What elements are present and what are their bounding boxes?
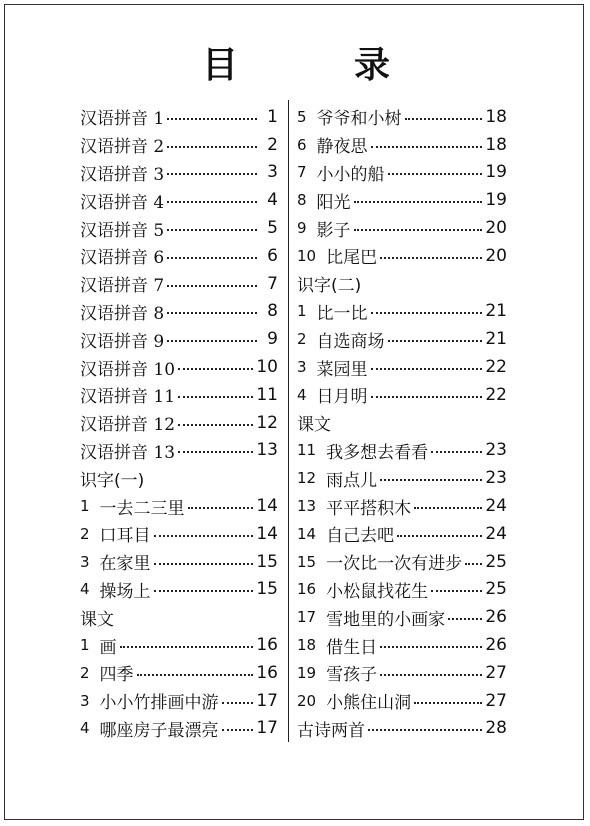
entry-title: 自己去吧 <box>326 526 395 547</box>
entry-page-number: 23 <box>485 440 507 461</box>
dot-leader <box>167 118 257 120</box>
entry-title: 汉语拼音 10 <box>80 359 176 380</box>
dot-leader <box>167 340 257 342</box>
toc-entry[interactable] <box>297 464 507 492</box>
entry-title: 雪地里的小画家 <box>326 609 446 630</box>
toc-entry[interactable] <box>80 159 278 187</box>
entry-title: 比一比 <box>316 303 368 324</box>
toc-entry[interactable] <box>297 548 507 576</box>
entry-page-number: 12 <box>256 412 278 433</box>
entry-title: 汉语拼音 2 <box>80 137 165 158</box>
entry-page-number: 19 <box>485 162 507 183</box>
entry-title: 操场上 <box>99 581 151 602</box>
entry-page-number: 22 <box>485 384 507 405</box>
entry-title: 一次比一次有进步 <box>326 554 463 575</box>
dot-leader <box>371 396 483 398</box>
toc-entry[interactable] <box>80 548 278 576</box>
entry-title: 阳光 <box>316 192 351 213</box>
dot-leader <box>167 257 257 259</box>
entry-number: 3 <box>80 552 90 571</box>
entry-number: 5 <box>297 107 307 126</box>
entry-title: 菜园里 <box>316 359 368 380</box>
entry-number: 3 <box>297 358 307 377</box>
entry-title: 小松鼠找花生 <box>326 581 429 602</box>
entry-page-number: 21 <box>485 301 507 322</box>
entry-page-number: 8 <box>267 301 278 322</box>
entry-title: 画 <box>99 637 117 658</box>
entry-title: 四季 <box>99 665 134 686</box>
toc-entry[interactable] <box>80 186 278 214</box>
entry-number: 1 <box>297 302 307 321</box>
entry-page-number: 21 <box>485 329 507 350</box>
entry-number: 4 <box>80 719 90 738</box>
dot-leader <box>154 535 254 537</box>
entry-title: 自选商场 <box>316 331 385 352</box>
entry-page-number: 20 <box>485 218 507 239</box>
entry-page-number: 11 <box>256 384 278 405</box>
entry-page-number: 26 <box>485 607 507 628</box>
entry-number: 19 <box>297 663 317 682</box>
toc-entry[interactable] <box>297 353 507 381</box>
toc-entry[interactable] <box>297 298 507 326</box>
toc-entry[interactable] <box>297 186 507 214</box>
dot-leader <box>167 229 257 231</box>
toc-entry[interactable] <box>297 242 507 270</box>
toc-entry[interactable] <box>80 214 278 242</box>
entry-title: 雨点儿 <box>326 470 378 491</box>
toc-entry[interactable] <box>80 659 278 687</box>
entry-page-number: 25 <box>485 551 507 572</box>
entry-page-number: 25 <box>485 579 507 600</box>
toc-right-column <box>297 103 507 742</box>
entry-title: 口耳目 <box>99 526 151 547</box>
entry-page-number: 13 <box>256 440 278 461</box>
entry-number: 6 <box>297 135 307 154</box>
toc-entry[interactable] <box>80 687 278 715</box>
entry-title: 一去二三里 <box>99 498 185 519</box>
toc-entry[interactable] <box>80 270 278 298</box>
toc-entry[interactable] <box>297 492 507 520</box>
dot-leader <box>178 368 253 370</box>
toc-entry[interactable] <box>297 687 507 715</box>
entry-number: 1 <box>80 497 90 516</box>
entry-number: 7 <box>297 163 307 182</box>
entry-page-number: 14 <box>256 496 278 517</box>
entry-page-number: 2 <box>267 134 278 155</box>
entry-title: 汉语拼音 12 <box>80 415 176 436</box>
toc-left-column <box>80 103 278 742</box>
entry-number: 8 <box>297 191 307 210</box>
dot-leader <box>167 312 257 314</box>
toc-entry[interactable] <box>297 576 507 604</box>
entry-page-number: 24 <box>485 496 507 517</box>
toc-entry[interactable] <box>297 715 507 743</box>
entry-number: 2 <box>80 524 90 543</box>
entry-title: 日月明 <box>316 387 368 408</box>
entry-page-number: 5 <box>267 218 278 239</box>
toc-entry[interactable] <box>80 715 278 743</box>
entry-page-number: 15 <box>256 551 278 572</box>
entry-page-number: 19 <box>485 190 507 211</box>
dot-leader <box>222 702 254 704</box>
dot-leader <box>167 173 257 175</box>
dot-leader <box>371 312 483 314</box>
entry-page-number: 18 <box>485 134 507 155</box>
entry-page-number: 27 <box>485 662 507 683</box>
entry-page-number: 3 <box>267 162 278 183</box>
entry-number: 10 <box>297 246 317 265</box>
entry-number: 9 <box>297 219 307 238</box>
entry-page-number: 27 <box>485 690 507 711</box>
entry-page-number: 14 <box>256 523 278 544</box>
toc-entry[interactable] <box>297 214 507 242</box>
dot-leader <box>368 729 482 731</box>
entry-title: 汉语拼音 9 <box>80 331 165 352</box>
entry-title: 汉语拼音 1 <box>80 109 165 130</box>
dot-leader <box>371 146 483 148</box>
dot-leader <box>380 674 482 676</box>
toc-entry[interactable] <box>297 159 507 187</box>
entry-page-number: 18 <box>485 106 507 127</box>
toc-entry[interactable] <box>297 603 507 631</box>
toc-entry[interactable] <box>80 437 278 465</box>
toc-entry[interactable] <box>297 381 507 409</box>
entry-number: 16 <box>297 580 317 599</box>
dot-leader <box>380 646 482 648</box>
entry-page-number: 10 <box>256 357 278 378</box>
toc-entry[interactable] <box>80 409 278 437</box>
toc-entry[interactable] <box>80 325 278 353</box>
toc-entry[interactable] <box>297 631 507 659</box>
entry-page-number: 16 <box>256 662 278 683</box>
dot-leader <box>120 646 254 648</box>
dot-leader <box>188 507 254 509</box>
dot-leader <box>154 590 254 592</box>
entry-title: 汉语拼音 8 <box>80 303 165 324</box>
entry-title: 雪孩子 <box>326 665 378 686</box>
toc-entry[interactable] <box>80 353 278 381</box>
entry-page-number: 20 <box>485 245 507 266</box>
entry-number: 3 <box>80 691 90 710</box>
entry-page-number: 1 <box>267 106 278 127</box>
dot-leader <box>154 563 254 565</box>
entry-title: 小小的船 <box>316 164 385 185</box>
entry-number: 2 <box>80 663 90 682</box>
entry-page-number: 17 <box>256 718 278 739</box>
toc-entry[interactable] <box>297 437 507 465</box>
dot-leader <box>414 702 482 704</box>
entry-number: 14 <box>297 524 317 543</box>
dot-leader <box>167 285 257 287</box>
dot-leader <box>465 563 482 565</box>
dot-leader <box>222 729 254 731</box>
entry-title: 我多想去看看 <box>326 442 429 463</box>
toc-entry[interactable] <box>80 576 278 604</box>
entry-title: 在家里 <box>99 554 151 575</box>
entry-page-number: 23 <box>485 468 507 489</box>
toc-entry[interactable] <box>80 492 278 520</box>
entry-page-number: 24 <box>485 523 507 544</box>
toc-entry[interactable] <box>297 103 507 131</box>
entry-title: 借生日 <box>326 637 378 658</box>
dot-leader <box>178 424 253 426</box>
dot-leader <box>388 173 483 175</box>
dot-leader <box>354 229 483 231</box>
dot-leader <box>167 146 257 148</box>
toc-section-heading: 识字(一) <box>80 470 145 491</box>
entry-page-number: 6 <box>267 245 278 266</box>
dot-leader <box>431 590 482 592</box>
dot-leader <box>178 451 253 453</box>
toc-entry[interactable] <box>80 298 278 326</box>
toc-entry[interactable] <box>80 131 278 159</box>
entry-page-number: 15 <box>256 579 278 600</box>
entry-number: 18 <box>297 636 317 655</box>
entry-page-number: 28 <box>485 718 507 739</box>
entry-number: 1 <box>80 636 90 655</box>
dot-leader <box>354 201 483 203</box>
entry-title: 小熊住山洞 <box>326 693 412 714</box>
toc-entry[interactable] <box>297 131 507 159</box>
entry-title: 古诗两首 <box>297 720 365 741</box>
entry-title: 汉语拼音 13 <box>80 442 176 463</box>
toc-entry[interactable] <box>80 631 278 659</box>
entry-page-number: 22 <box>485 357 507 378</box>
entry-number: 17 <box>297 608 317 627</box>
entry-title: 小小竹排画中游 <box>99 693 219 714</box>
column-divider <box>288 100 289 742</box>
entry-number: 12 <box>297 469 317 488</box>
entry-page-number: 16 <box>256 635 278 656</box>
entry-number: 2 <box>297 330 307 349</box>
entry-page-number: 26 <box>485 635 507 656</box>
entry-title: 汉语拼音 5 <box>80 220 165 241</box>
toc-section-heading: 课文 <box>297 415 331 436</box>
toc-section-heading: 课文 <box>80 609 114 630</box>
toc-entry[interactable] <box>297 520 507 548</box>
dot-leader <box>414 507 482 509</box>
toc-entry[interactable] <box>80 103 278 131</box>
dot-leader <box>380 257 482 259</box>
dot-leader <box>371 368 483 370</box>
entry-page-number: 7 <box>267 273 278 294</box>
dot-leader <box>137 674 254 676</box>
dot-leader <box>431 451 482 453</box>
entry-page-number: 17 <box>256 690 278 711</box>
dot-leader <box>380 479 482 481</box>
entry-number: 4 <box>80 580 90 599</box>
page-title: 目 录 <box>201 45 430 86</box>
dot-leader <box>178 396 253 398</box>
dot-leader <box>448 618 482 620</box>
entry-title: 汉语拼音 7 <box>80 276 165 297</box>
toc-entry[interactable] <box>80 242 278 270</box>
toc-entry[interactable] <box>80 381 278 409</box>
entry-title: 汉语拼音 3 <box>80 164 165 185</box>
entry-title: 汉语拼音 4 <box>80 192 165 213</box>
entry-number: 20 <box>297 691 317 710</box>
entry-number: 15 <box>297 552 317 571</box>
dot-leader <box>388 340 483 342</box>
entry-title: 汉语拼音 11 <box>80 387 176 408</box>
entry-title: 比尾巴 <box>326 248 378 269</box>
entry-page-number: 4 <box>267 190 278 211</box>
toc-entry[interactable] <box>297 325 507 353</box>
entry-title: 哪座房子最漂亮 <box>99 720 219 741</box>
toc-section-heading: 识字(二) <box>297 276 362 297</box>
entry-title: 影子 <box>316 220 351 241</box>
entry-number: 13 <box>297 497 317 516</box>
dot-leader <box>397 535 482 537</box>
entry-number: 4 <box>297 385 307 404</box>
entry-title: 爷爷和小树 <box>316 109 402 130</box>
entry-number: 11 <box>297 441 317 460</box>
entry-page-number: 9 <box>267 329 278 350</box>
entry-title: 静夜思 <box>316 137 368 158</box>
entry-title: 汉语拼音 6 <box>80 248 165 269</box>
dot-leader <box>405 118 483 120</box>
toc-entry[interactable] <box>297 659 507 687</box>
toc-entry[interactable] <box>80 520 278 548</box>
dot-leader <box>167 201 257 203</box>
entry-title: 平平搭积木 <box>326 498 412 519</box>
